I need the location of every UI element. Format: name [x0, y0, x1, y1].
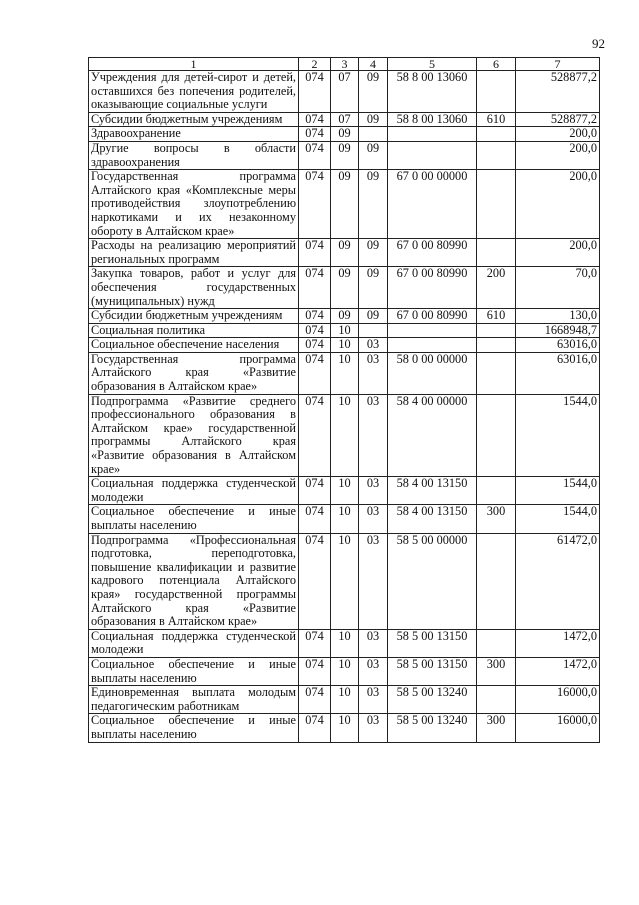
budget-table: [88, 57, 600, 743]
row-name: Социальное обеспечение и иные выплаты населению: [89, 505, 299, 533]
row-expense-type: [477, 141, 516, 169]
row-target-article: 58 4 00 13150: [388, 477, 477, 505]
row-subsection: 03: [359, 657, 388, 685]
table-row: [89, 127, 600, 142]
table-row: [89, 714, 600, 742]
row-section: 07: [331, 112, 359, 127]
row-expense-type: [477, 170, 516, 239]
row-target-article: 58 4 00 13150: [388, 505, 477, 533]
row-section: 10: [331, 338, 359, 353]
row-subsection: 03: [359, 714, 388, 742]
col-header: 5: [388, 58, 477, 71]
row-section: 10: [331, 505, 359, 533]
row-subsection: 09: [359, 309, 388, 324]
row-subsection: 03: [359, 477, 388, 505]
row-target-article: 67 0 00 80990: [388, 309, 477, 324]
row-expense-type: [477, 239, 516, 267]
row-name: Подпрограмма «Профессиональная подготовка, переподготовка, повышение квалификации и развитие кадрового потенциала Алтайского края» государственной программы Алтайского края «Развитие образования в Алтайском крае»: [89, 533, 299, 629]
col-header: 2: [299, 58, 331, 71]
row-expense-type: [477, 394, 516, 477]
row-subsection: 03: [359, 505, 388, 533]
row-subsection: 09: [359, 71, 388, 113]
row-section: 09: [331, 309, 359, 324]
row-target-article: 67 0 00 00000: [388, 170, 477, 239]
row-name: Социальное обеспечение и иные выплаты населению: [89, 657, 299, 685]
row-amount: 528877,2: [516, 71, 600, 113]
row-amount: 1544,0: [516, 394, 600, 477]
row-target-article: 67 0 00 80990: [388, 267, 477, 309]
row-grbs: 074: [299, 127, 331, 142]
row-name: Расходы на реализацию мероприятий региональных программ: [89, 239, 299, 267]
row-grbs: 074: [299, 394, 331, 477]
row-expense-type: [477, 71, 516, 113]
row-target-article: 58 5 00 13150: [388, 629, 477, 657]
row-target-article: [388, 338, 477, 353]
row-amount: 1472,0: [516, 657, 600, 685]
row-target-article: 58 0 00 00000: [388, 352, 477, 394]
row-grbs: 074: [299, 657, 331, 685]
row-name: Подпрограмма «Развитие среднего профессионального образования в Алтайском крае» государственной программы Алтайского края «Развитие образования в Алтайском крае»: [89, 394, 299, 477]
row-target-article: 58 8 00 13060: [388, 112, 477, 127]
row-name: Другие вопросы в области здравоохранения: [89, 141, 299, 169]
row-grbs: 074: [299, 629, 331, 657]
row-amount: 1668948,7: [516, 323, 600, 338]
row-expense-type: [477, 629, 516, 657]
row-grbs: 074: [299, 505, 331, 533]
row-section: 10: [331, 714, 359, 742]
row-subsection: 03: [359, 394, 388, 477]
row-section: 07: [331, 71, 359, 113]
row-subsection: 09: [359, 170, 388, 239]
row-grbs: 074: [299, 267, 331, 309]
row-subsection: 09: [359, 112, 388, 127]
row-grbs: 074: [299, 309, 331, 324]
row-target-article: 67 0 00 80990: [388, 239, 477, 267]
row-grbs: 074: [299, 71, 331, 113]
row-amount: 16000,0: [516, 686, 600, 714]
row-grbs: 074: [299, 352, 331, 394]
row-section: 10: [331, 352, 359, 394]
row-amount: 200,0: [516, 170, 600, 239]
row-name: Социальная поддержка студенческой молодежи: [89, 629, 299, 657]
row-subsection: 03: [359, 686, 388, 714]
table-row: [89, 686, 600, 714]
table-row: [89, 267, 600, 309]
table-row: [89, 505, 600, 533]
row-target-article: 58 5 00 13240: [388, 686, 477, 714]
row-subsection: 09: [359, 267, 388, 309]
row-amount: 130,0: [516, 309, 600, 324]
table-row: [89, 629, 600, 657]
table-row: [89, 309, 600, 324]
row-section: 10: [331, 686, 359, 714]
row-name: Социальное обеспечение населения: [89, 338, 299, 353]
table-row: [89, 394, 600, 477]
row-grbs: 074: [299, 141, 331, 169]
row-amount: 63016,0: [516, 338, 600, 353]
row-name: Субсидии бюджетным учреждениям: [89, 112, 299, 127]
row-target-article: 58 5 00 00000: [388, 533, 477, 629]
col-header: 1: [89, 58, 299, 71]
row-amount: 1544,0: [516, 477, 600, 505]
row-amount: 1544,0: [516, 505, 600, 533]
table-row: [89, 533, 600, 629]
row-expense-type: [477, 127, 516, 142]
table-row: [89, 239, 600, 267]
header-row: [89, 58, 600, 71]
row-subsection: 03: [359, 338, 388, 353]
table-row: [89, 323, 600, 338]
row-section: 10: [331, 477, 359, 505]
row-grbs: 074: [299, 477, 331, 505]
row-grbs: 074: [299, 112, 331, 127]
row-subsection: 09: [359, 141, 388, 169]
row-subsection: [359, 127, 388, 142]
row-section: 09: [331, 170, 359, 239]
row-grbs: 074: [299, 239, 331, 267]
row-grbs: 074: [299, 170, 331, 239]
row-target-article: [388, 141, 477, 169]
row-target-article: [388, 127, 477, 142]
col-header: 3: [331, 58, 359, 71]
row-grbs: 074: [299, 323, 331, 338]
row-target-article: 58 5 00 13240: [388, 714, 477, 742]
row-subsection: 03: [359, 629, 388, 657]
row-section: 09: [331, 127, 359, 142]
row-subsection: 03: [359, 533, 388, 629]
row-grbs: 074: [299, 338, 331, 353]
row-section: 09: [331, 239, 359, 267]
row-expense-type: [477, 477, 516, 505]
row-expense-type: 200: [477, 267, 516, 309]
row-expense-type: [477, 352, 516, 394]
row-section: 09: [331, 267, 359, 309]
row-amount: 200,0: [516, 141, 600, 169]
row-section: 10: [331, 323, 359, 338]
row-name: Единовременная выплата молодым педагогическим работникам: [89, 686, 299, 714]
row-target-article: 58 8 00 13060: [388, 71, 477, 113]
row-section: 09: [331, 141, 359, 169]
row-grbs: 074: [299, 533, 331, 629]
row-name: Субсидии бюджетным учреждениям: [89, 309, 299, 324]
row-amount: 16000,0: [516, 714, 600, 742]
row-expense-type: 300: [477, 505, 516, 533]
row-section: 10: [331, 629, 359, 657]
row-subsection: [359, 323, 388, 338]
row-amount: 200,0: [516, 239, 600, 267]
row-amount: 200,0: [516, 127, 600, 142]
row-expense-type: [477, 338, 516, 353]
table-row: [89, 141, 600, 169]
row-amount: 61472,0: [516, 533, 600, 629]
table-row: [89, 71, 600, 113]
table-row: [89, 112, 600, 127]
table-row: [89, 352, 600, 394]
row-target-article: [388, 323, 477, 338]
table-row: [89, 657, 600, 685]
col-header: 4: [359, 58, 388, 71]
row-expense-type: 300: [477, 714, 516, 742]
col-header: 7: [516, 58, 600, 71]
row-grbs: 074: [299, 714, 331, 742]
row-subsection: 03: [359, 352, 388, 394]
row-expense-type: [477, 686, 516, 714]
row-expense-type: [477, 533, 516, 629]
row-name: Социальная политика: [89, 323, 299, 338]
col-header: 6: [477, 58, 516, 71]
row-amount: 63016,0: [516, 352, 600, 394]
row-amount: 70,0: [516, 267, 600, 309]
page-number: 92: [592, 36, 605, 51]
row-target-article: 58 5 00 13150: [388, 657, 477, 685]
row-name: Закупка товаров, работ и услуг для обеспечения государственных (муниципальных) нужд: [89, 267, 299, 309]
row-expense-type: [477, 323, 516, 338]
row-section: 10: [331, 657, 359, 685]
row-expense-type: 610: [477, 112, 516, 127]
table-row: [89, 477, 600, 505]
row-grbs: 074: [299, 686, 331, 714]
row-subsection: 09: [359, 239, 388, 267]
table-row: [89, 170, 600, 239]
row-name: Социальная поддержка студенческой молодежи: [89, 477, 299, 505]
table-row: [89, 338, 600, 353]
row-section: 10: [331, 533, 359, 629]
row-name: Учреждения для детей-сирот и детей, оставшихся без попечения родителей, оказывающие социальные услуги: [89, 71, 299, 113]
row-amount: 528877,2: [516, 112, 600, 127]
row-section: 10: [331, 394, 359, 477]
row-target-article: 58 4 00 00000: [388, 394, 477, 477]
row-expense-type: 300: [477, 657, 516, 685]
row-amount: 1472,0: [516, 629, 600, 657]
row-name: Государственная программа Алтайского края «Развитие образования в Алтайском крае»: [89, 352, 299, 394]
row-expense-type: 610: [477, 309, 516, 324]
row-name: Государственная программа Алтайского края «Комплексные меры противодействия злоупотреблению наркотиками и их незаконному обороту в Алтайском крае»: [89, 170, 299, 239]
row-name: Здравоохранение: [89, 127, 299, 142]
row-name: Социальное обеспечение и иные выплаты населению: [89, 714, 299, 742]
